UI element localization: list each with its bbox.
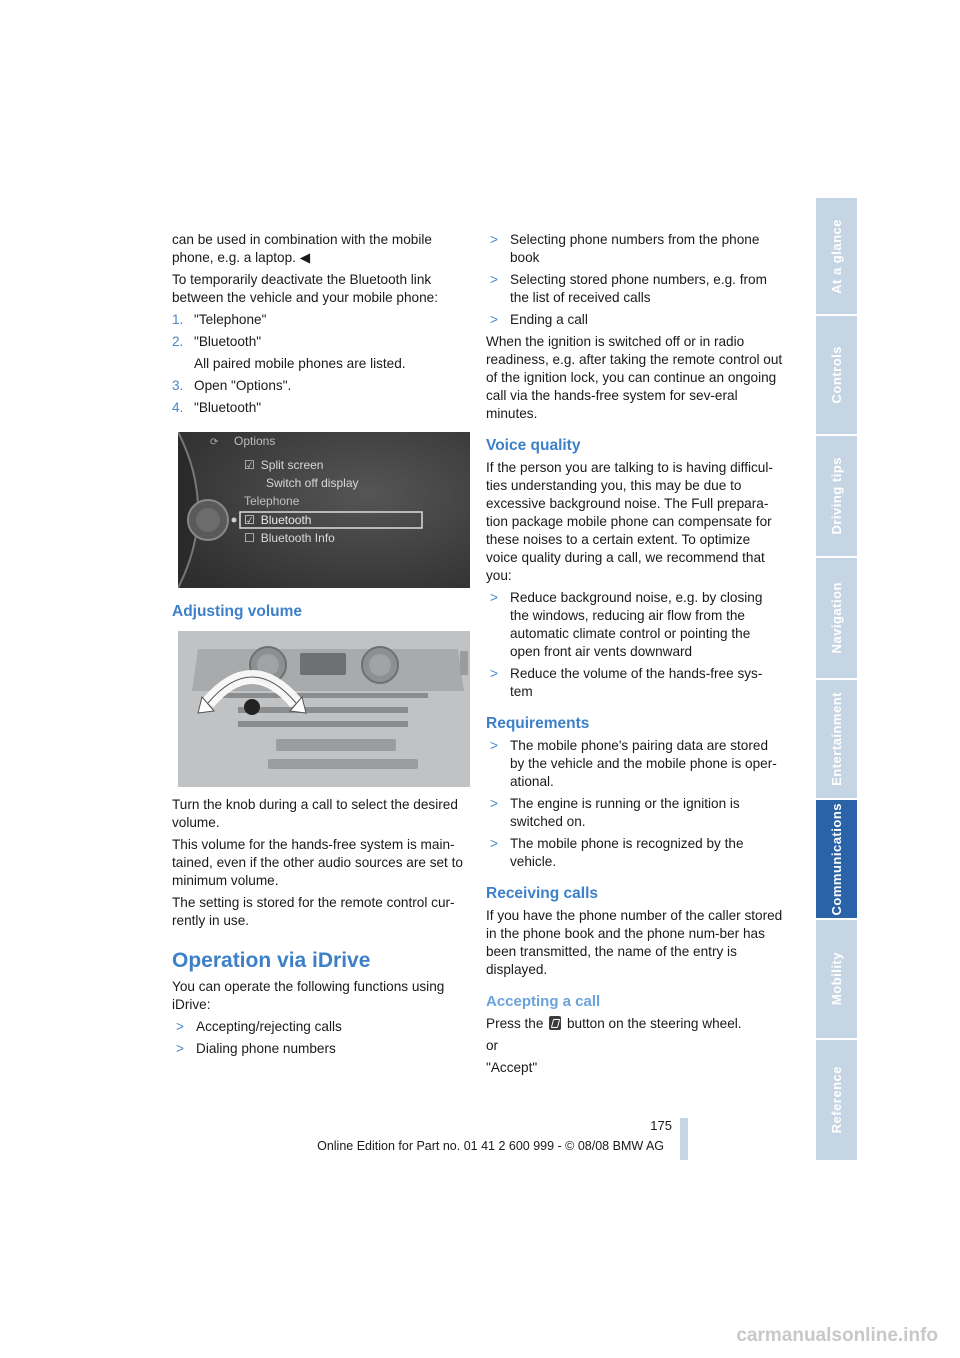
adjusting-volume-section (172, 589, 468, 625)
or-text: or (486, 1038, 499, 1053)
options-screen-photo (178, 432, 470, 588)
voice-quality-heading: Voice quality (486, 437, 581, 454)
left-column (172, 231, 468, 421)
screen-item-switch-off: Switch off display (266, 476, 359, 490)
step-3: 3. Open "Options". (172, 378, 292, 393)
requirement-item: > The engine is running or the ignition is switched on. (486, 795, 784, 831)
right-item: > Selecting phone numbers from the phone book (486, 231, 784, 267)
chapter-tabs (816, 198, 857, 1160)
receiving-calls-heading: Receiving calls (486, 885, 599, 902)
tab-communications[interactable]: Communications (816, 800, 857, 918)
tab-mobility[interactable]: Mobility (816, 920, 857, 1038)
tab-navigation[interactable]: Navigation (816, 558, 857, 678)
voice-item: > Reduce the volume of the hands-free sys-tem (486, 665, 784, 701)
step-4: 4. "Bluetooth" (172, 400, 262, 415)
screen-title: Options (234, 434, 276, 448)
requirement-item: > The mobile phone is recognized by the vehicle. (486, 835, 784, 871)
tab-at-a-glance[interactable]: At a glance (816, 198, 857, 314)
idrive-item: > Accepting/rejecting calls (172, 1018, 468, 1036)
voice-quality-paragraph: If the person you are talking to is having difficul-ties understanding you, this may be due to excessive background noise. The Full prepara-tion package mobile phone can compensate for these noises to a certain extent. To optimize voice quality during a call, we recommend that you: (486, 460, 773, 583)
requirements-heading: Requirements (486, 715, 590, 732)
accept-text: "Accept" (486, 1060, 538, 1075)
accepting-call-heading: Accepting a call (486, 993, 601, 1010)
volume-paragraph-2: This volume for the hands-free system is main-tained, even if the other audio sources are set to minimum volume. (172, 837, 463, 888)
svg-text:⟳: ⟳ (210, 437, 219, 448)
intro-paragraph: can be used in combination with the mobile phone, e.g. a laptop. ◀ (172, 232, 432, 265)
screen-item-split: ☑ Split screen (244, 458, 324, 472)
tab-entertainment[interactable]: Entertainment (816, 680, 857, 798)
idrive-item: > Dialing phone numbers (172, 1040, 468, 1058)
screen-item-telephone: Telephone (244, 494, 300, 508)
screen-item-bluetooth: ☑ Bluetooth (244, 513, 312, 527)
tab-driving-tips[interactable]: Driving tips (816, 436, 857, 556)
idrive-screen-illustration (178, 432, 470, 588)
requirement-item: > The mobile phone's pairing data are stored by the vehicle and the mobile phone is oper-ational. (486, 737, 784, 791)
press-button-instruction: Press the button on the steering wheel. (486, 1016, 742, 1031)
footer-edition: Online Edition for Part no. 01 41 2 600 999 - © 08/08 BMW AG (317, 1139, 664, 1153)
step-2: 2. "Bluetooth" (172, 334, 262, 349)
voice-item: > Reduce background noise, e.g. by closing the windows, reducing air flow from the automatic climate control or pointing the open front air vents downward (486, 589, 784, 661)
idrive-heading: Operation via iDrive (172, 949, 371, 972)
receiving-calls-paragraph: If you have the phone number of the caller stored in the phone book and the phone num-ber has been transmitted, the name of the entry is displayed. (486, 908, 783, 977)
page-number: 175 (650, 1118, 672, 1133)
tab-reference[interactable]: Reference (816, 1040, 857, 1160)
watermark: carmanualsonline.info (736, 1325, 938, 1346)
screen-item-bluetooth-info: ☐ Bluetooth Info (244, 531, 335, 545)
right-item: > Selecting stored phone numbers, e.g. from the list of received calls (486, 271, 784, 307)
volume-paragraph-3: The setting is stored for the remote control cur-rently in use. (172, 895, 455, 928)
phone-button-icon (549, 1016, 561, 1030)
volume-paragraph-1: Turn the knob during a call to select the desired volume. (172, 797, 458, 830)
adjusting-volume-heading: Adjusting volume (172, 603, 303, 620)
deactivate-paragraph: To temporarily deactivate the Bluetooth link between the vehicle and your mobile phone: (172, 272, 439, 305)
audio-panel-photo (178, 631, 470, 787)
ignition-paragraph: When the ignition is switched off or in radio readiness, e.g. after taking the remote control out of the ignition lock, you can continue an ongoing call via the hands-free system for sev-eral minutes. (486, 334, 783, 421)
step-1: 1. "Telephone" (172, 312, 267, 327)
step-2-note: All paired mobile phones are listed. (194, 356, 406, 371)
audio-panel-illustration (178, 631, 470, 787)
idrive-intro: You can operate the following functions using iDrive: (172, 979, 445, 1012)
right-item: > Ending a call (486, 311, 784, 329)
left-column-lower (172, 796, 468, 1062)
page-marker-bar (680, 1118, 688, 1160)
tab-controls[interactable]: Controls (816, 316, 857, 434)
right-column (486, 231, 784, 1081)
